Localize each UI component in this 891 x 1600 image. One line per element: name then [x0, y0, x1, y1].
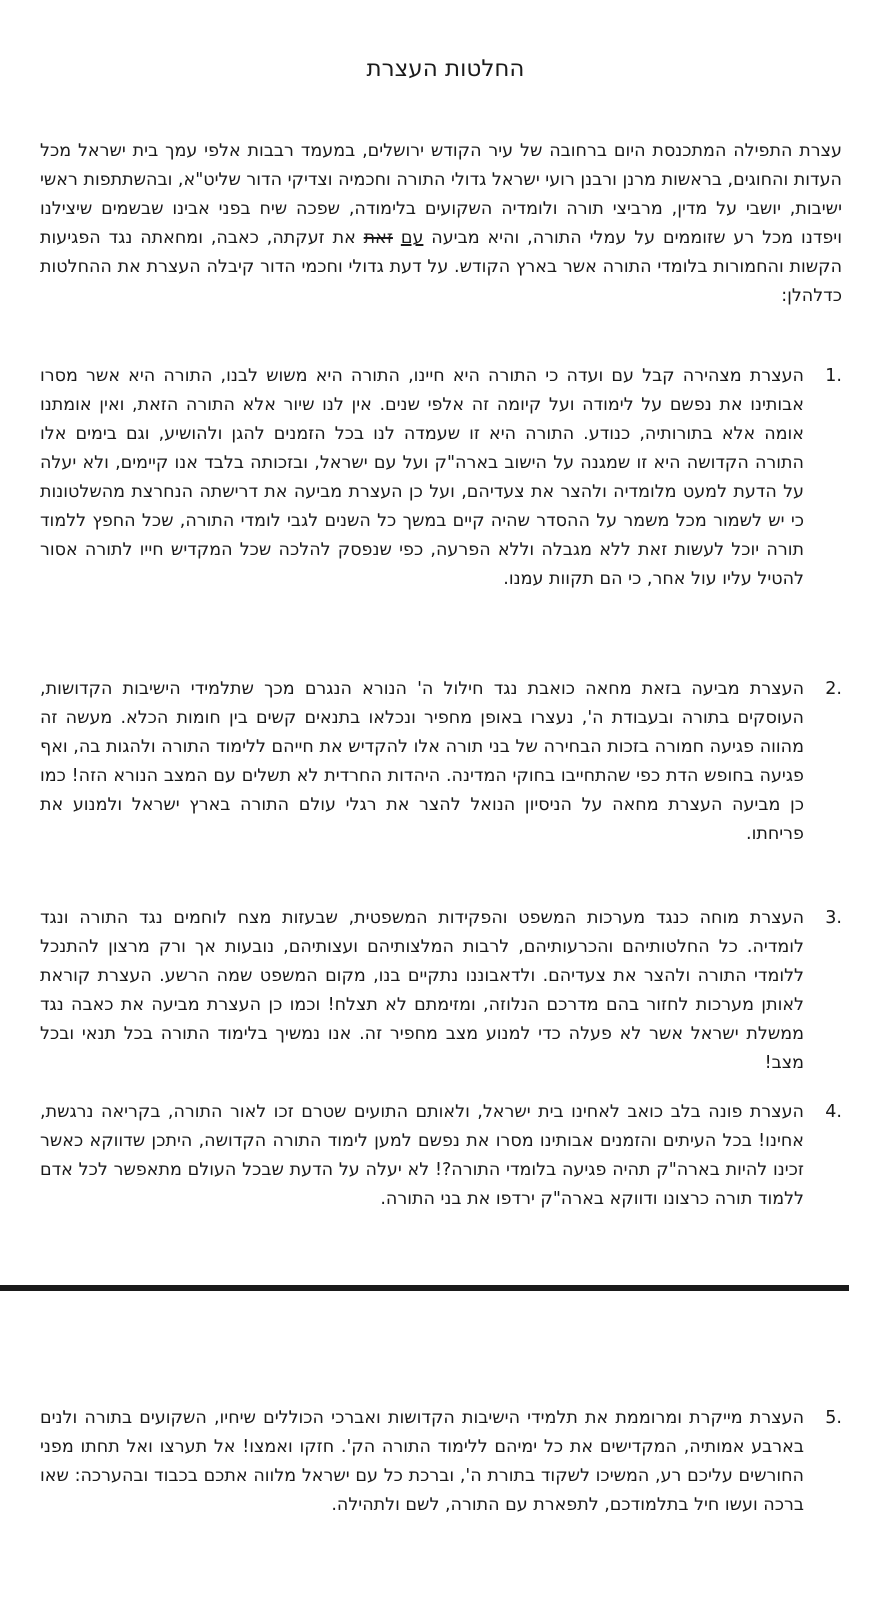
intro-underlined-word: עם — [400, 228, 424, 248]
resolution-text: העצרת מביעה בזאת מחאה כואבת נגד חילול ה' הנורא הנגרם מכך שתלמידי הישיבות הקדושות, העוסקים בתורה ובעבודת ה', נעצרו באופן מחפיר ונכלאו בתנאים קשים בין חומות הכלא. מעשה זה מהווה פגיעה חמורה בזכות הבחירה של בני תורה אלו להקדיש את חייהם ללימוד התורה ולהגות בה, ואף פגיעה בחופש הדת כפי שהתחייבו בחוקי המדינה. היהדות החרדית לא תשלים עם המצב הנורא הזה! כמו כן מביעה העצרת מחאה על הניסיון הנואל להצר את רגלי עולם התורה בארץ ישראל ולמנוע את פריחתו. — [40, 679, 804, 844]
page-divider — [0, 1285, 849, 1291]
resolution-number: 5. — [825, 1408, 842, 1428]
intro-paragraph — [40, 137, 842, 311]
resolution-number: 1. — [825, 366, 842, 386]
resolution-text: העצרת מצהירה קבל עם ועדה כי התורה היא חיינו, התורה היא משוש לבנו, התורה היא אשר מסרו אבותינו את נפשם על לימודה ועל קיומה זה אלפי שנים. אין לנו שיור אלא התורה הזאת, ואין אומתנו אומה אלא בתורותיה, כנודע. התורה היא זו שעמדה לנו בכל הזמנים להגן ולהושיע, וגם בימים אלו התורה הקדושה היא זו שמגנה על הישוב בארה"ק ועל עם ישראל, ובזכותה בלבד אנו קיימים, ולא יעלה על הדעת למעט מלומדיה ולהצר את צעדיהם, ועל כן העצרת מביעה את דרישתה הנחרצת מהשלטונות כי יש לשמור מכל משמר על ההסדר שהיה קיים במשך כל השנים לגבי לומדי התורה, שכל החפץ ללמוד תורה יוכל לעשות זאת ללא מגבלה וללא הפרעה, כפי שנפסק להלכה שכל המקדיש חייו לתורה אסור להטיל עליו עול אחר, כי הם תקוות עמנו. — [40, 366, 804, 589]
resolution-text: העצרת פונה בלב כואב לאחינו בית ישראל, ולאותם התועים שטרם זכו לאור התורה, בקריאה נרגשת, אחינו! בכל העיתים והזמנים אבותינו מסרו את נפשם למען לימוד התורה הקדושה, היתכן שדווקא כאשר זכינו להיות בארה"ק תהיה פגיעה בלומדי התורה?! לא יעלה על הדעת שבכל העולם מתאפשר לכל אדם ללמוד תורה כרצונו ודווקא בארה"ק ירדפו את בני התורה. — [40, 1102, 804, 1209]
intro-text-end: את זעקתה, כאבה, ומחאתה נגד הפגיעות הקשות והחמורות בלומדי התורה אשר בארץ הקודש. על דעת גדולי וחכמי הדור קיבלה העצרת את ההחלטות כדלהלן: — [40, 228, 842, 306]
resolution-number: 2. — [825, 679, 842, 699]
intro-text-start: עצרת התפילה המתכנסת היום ברחובה של עיר הקודש ירושלים, במעמד רבבות אלפי עמך בית ישראל מכל העדות והחוגים, בראשות מרנן ורבנן רועי ישראל גדולי התורה וחכמיה וצדיקי הדור שליט"א, ובהשתתפות ראשי ישיבות, יושבי על מדין, מרביצי תורה ולומדיה השקועים בלימודה, שפכה שיח בפני אבינו שבשמים שיצילנו ויפדנו מכל רע שזוממים על עמלי התורה, והיא מביעה — [40, 141, 842, 248]
resolution-number: 4. — [825, 1102, 842, 1122]
resolution-2 — [40, 675, 842, 849]
resolution-number: 3. — [825, 908, 842, 928]
resolution-5 — [40, 1404, 842, 1520]
page-title: החלטות העצרת — [366, 56, 525, 82]
resolution-text: העצרת מוחה כנגד מערכות המשפט והפקידות המשפטית, שבעזות מצח לוחמים נגד התורה ונגד לומדיה. כל החלטותיהם והכרעותיהם, לרבות המלצותיהם ועצותיהם, נובעות אך ורק מרצון להתנכל ללומדי התורה ולהצר את צעדיהם. ולדאבוננו נתקיים בנו, מקום המשפט שמה הרשע. העצרת קוראת לאותן מערכות לחזור בהם מדרכם הנלוזה, ומזימתם לא תצלח! וכמו כן העצרת מביעה את כאבה נגד ממשלת ישראל אשר לא פעלה כדי למנוע מצב מחפיר זה. אנו נמשיך בלימוד התורה בכל תנאי ובכל מצב! — [40, 908, 804, 1073]
resolution-3 — [40, 904, 842, 1078]
resolution-text: העצרת מייקרת ומרוממת את תלמידי הישיבות הקדושות ואברכי הכוללים שיחיו, השקועים בתורה ולנים בארבע אמותיה, המקדישים את כל ימיהם ללימוד התורה הק'. חזקו ואמצו! אל תערצו ואל תחתו מפני החורשים עליכם רע, המשיכו לשקוד בתורת ה', וברכת כל עם ישראל מלווה אתכם בכבוד ובהערכה: שאו ברכה ועשו חיל בתלמודכם, לתפארת עם התורה, לשם ולתהילה. — [40, 1408, 804, 1515]
resolution-4 — [40, 1098, 842, 1214]
resolution-1 — [40, 362, 842, 594]
intro-struck-word: זאת — [363, 228, 393, 248]
